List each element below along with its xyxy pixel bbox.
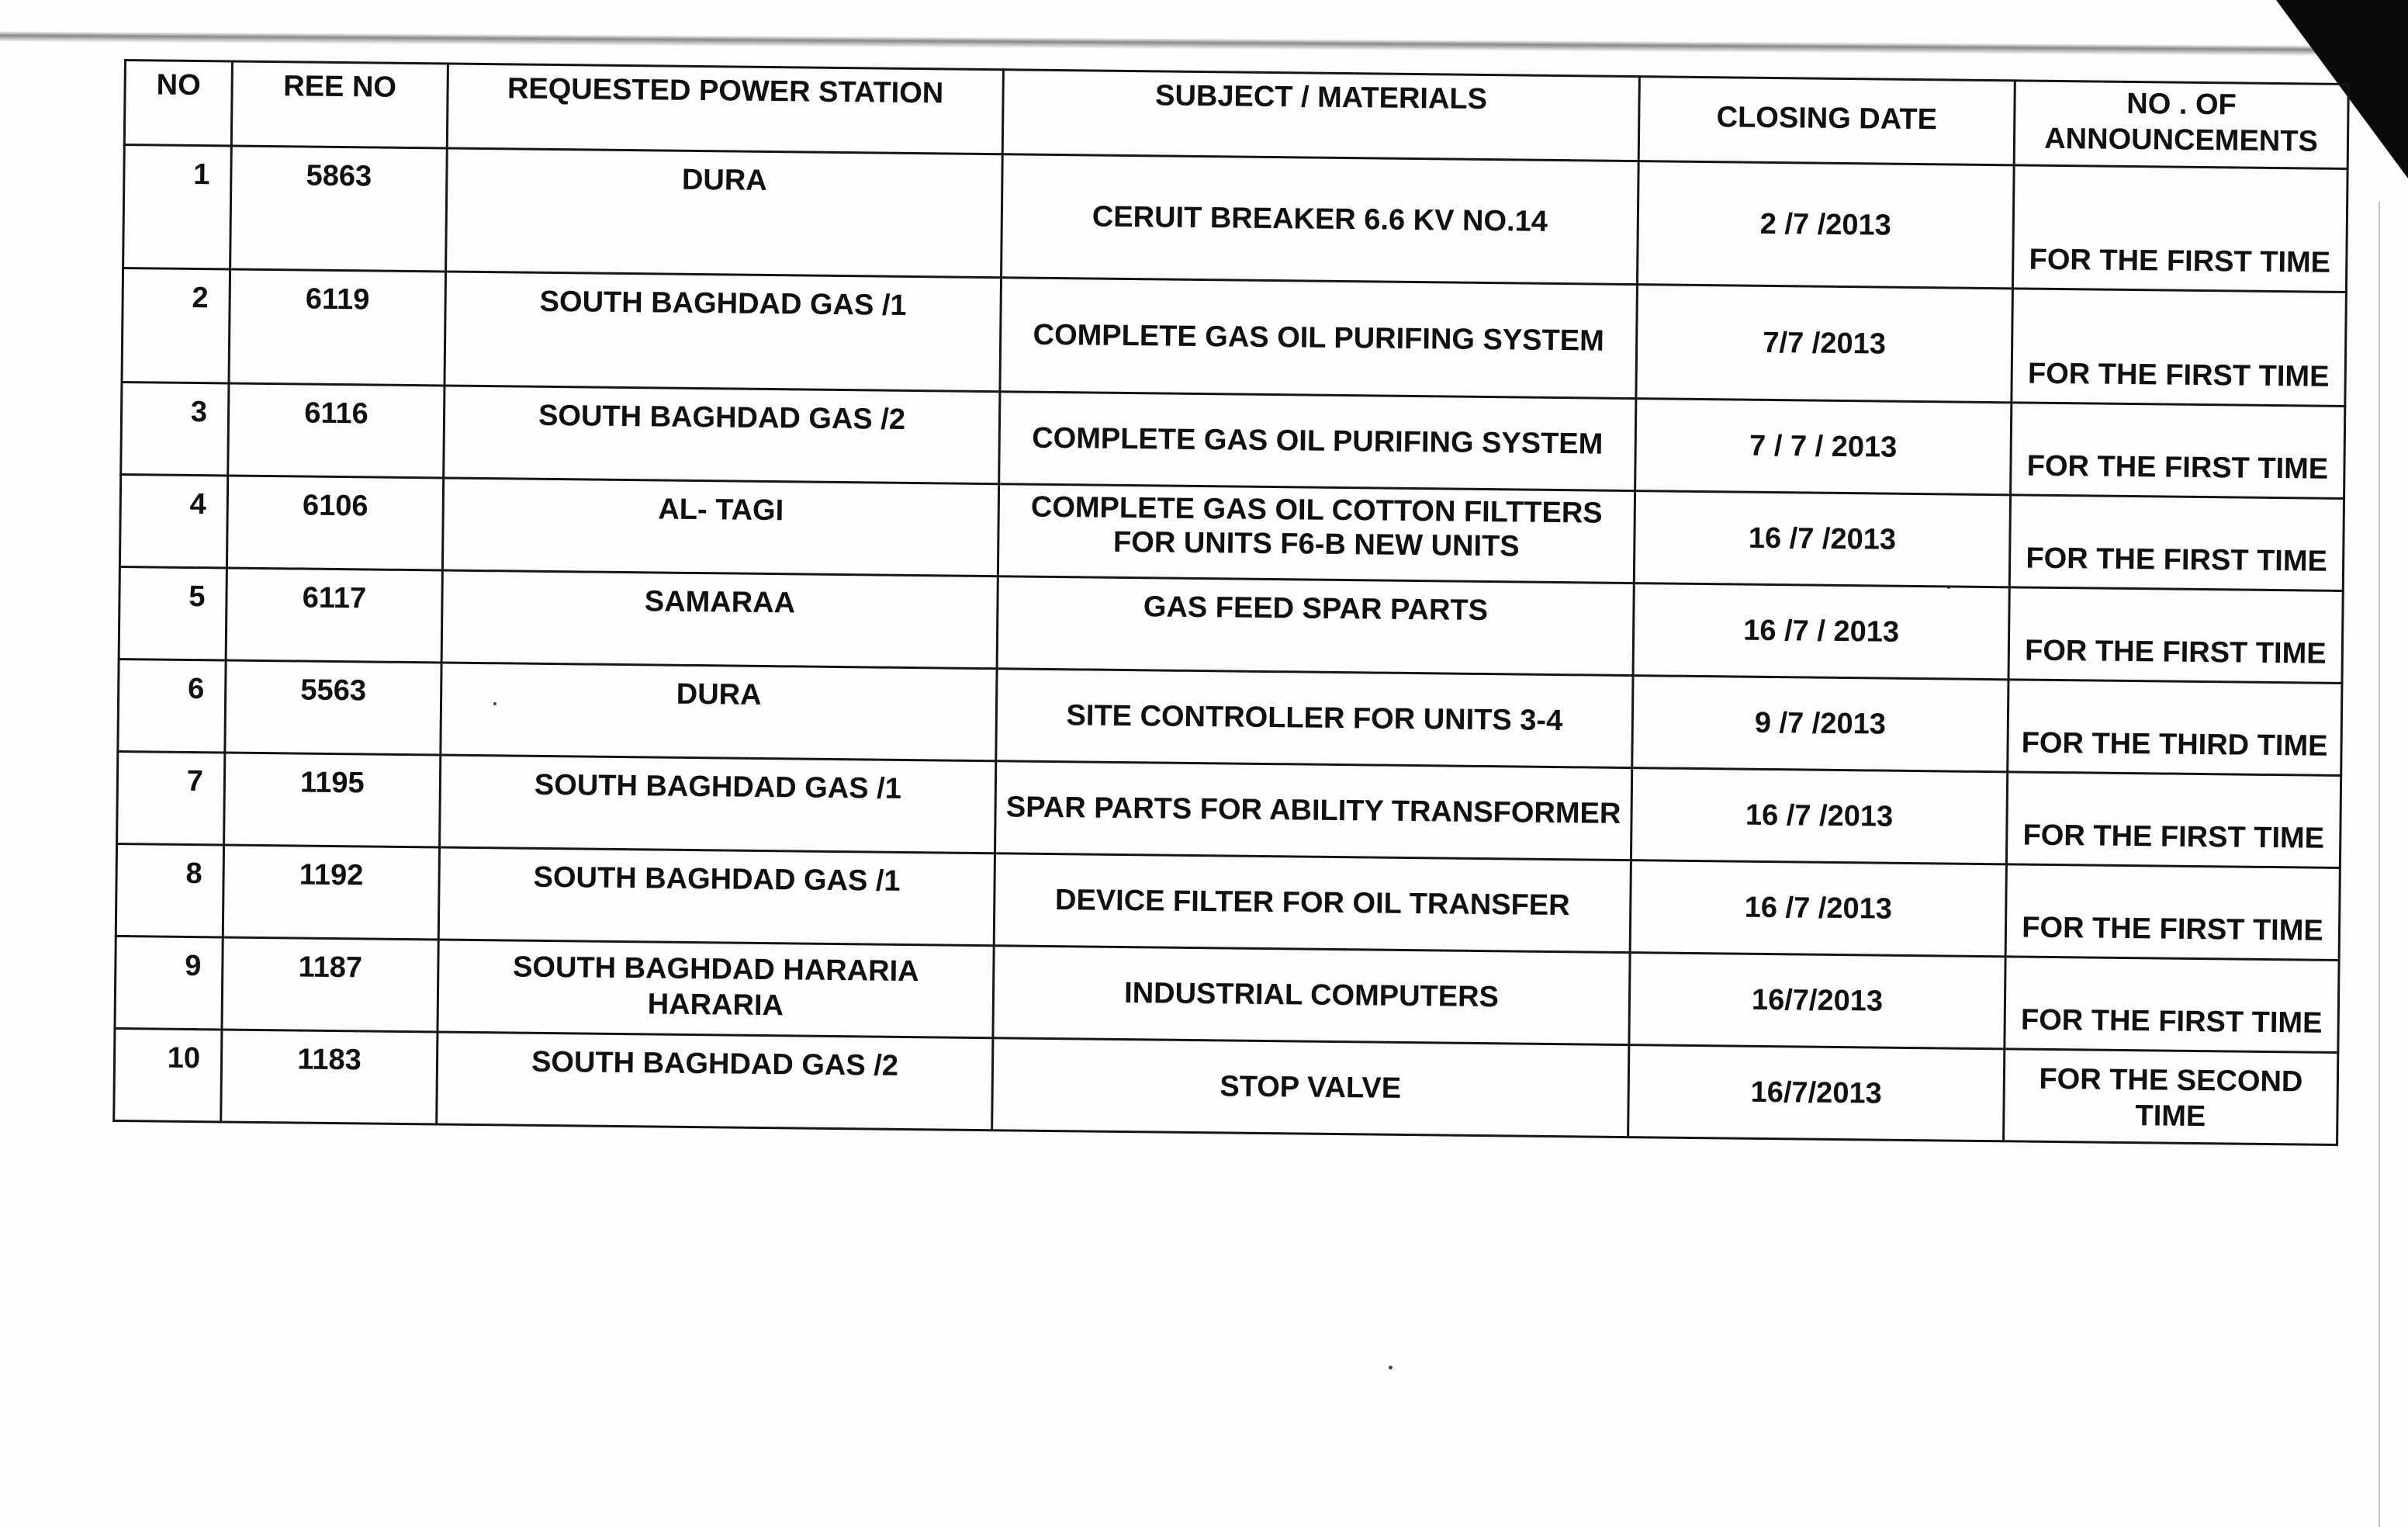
header-station: REQUESTED POWER STATION: [447, 64, 1003, 154]
cell-announcements: FOR THE FIRST TIME: [2005, 864, 2340, 961]
header-announcements: NO . OF ANNOUNCEMENTS: [2014, 81, 2348, 169]
announcement-table-container: [112, 59, 2347, 1146]
cell-announcements: FOR THE FIRST TIME: [2008, 587, 2343, 684]
cell-no: 2: [122, 268, 230, 383]
scan-speck: [1389, 1366, 1393, 1369]
table-row: [123, 145, 2348, 293]
cell-ref-no: 1192: [223, 845, 439, 940]
cell-no: 6: [118, 659, 226, 752]
cell-no: 5: [119, 566, 227, 660]
cell-closing-date: 2 /7 /2013: [1637, 161, 2014, 289]
cell-closing-date: 16/7/2013: [1629, 953, 2005, 1049]
header-ref-no: REE NO: [231, 61, 448, 148]
cell-announcements: FOR THE FIRST TIME: [2009, 495, 2344, 591]
cell-ref-no: 6119: [229, 269, 446, 386]
cell-subject: COMPLETE GAS OIL PURIFING SYSTEM: [999, 392, 1636, 491]
cell-announcements: FOR THE FIRST TIME: [2005, 957, 2339, 1053]
cell-station: SOUTH BAGHDAD HARARIA HARARIA: [438, 940, 994, 1038]
cell-no: 1: [123, 145, 232, 269]
cell-ref-no: 5863: [230, 146, 448, 272]
scan-shadow-top: [0, 31, 2408, 57]
cell-closing-date: 16 /7 /2013: [1634, 491, 2010, 587]
cell-announcements: FOR THE FIRST TIME: [2006, 772, 2341, 868]
cell-station: SOUTH BAGHDAD GAS /2: [437, 1032, 993, 1131]
cell-ref-no: 1195: [224, 753, 441, 847]
cell-station: DURA: [446, 148, 1003, 278]
cell-closing-date: 16 /7 /2013: [1631, 768, 2007, 864]
cell-closing-date: 16 /7 /2013: [1630, 860, 2006, 957]
cell-subject: SITE CONTROLLER FOR UNITS 3-4: [996, 669, 1633, 768]
cell-no: 4: [119, 474, 227, 567]
cell-station: SOUTH BAGHDAD GAS /2: [444, 386, 1000, 484]
cell-announcements: FOR THE FIRST TIME: [2011, 403, 2345, 499]
cell-subject: INDUSTRIAL COMPUTERS: [993, 946, 1630, 1045]
cell-station: SAMARAA: [441, 570, 998, 669]
header-closing-date: CLOSING DATE: [1638, 77, 2015, 165]
cell-announcements: FOR THE SECOND TIME: [2004, 1049, 2338, 1145]
cell-closing-date: 7/7 /2013: [1636, 285, 2013, 403]
cell-ref-no: 1183: [221, 1030, 438, 1124]
cell-ref-no: 1187: [222, 937, 438, 1032]
cell-announcements: FOR THE THIRD TIME: [2008, 680, 2342, 776]
cell-no: 8: [116, 843, 223, 937]
cell-station: AL- TAGI: [442, 478, 998, 577]
cell-no: 10: [114, 1028, 222, 1121]
cell-ref-no: 6117: [226, 568, 442, 663]
cell-subject: SPAR PARTS FOR ABILITY TRANSFORMER: [995, 761, 1631, 860]
cell-station: SOUTH BAGHDAD GAS /1: [440, 755, 996, 854]
cell-station: SOUTH BAGHDAD GAS /1: [438, 847, 995, 946]
header-no: NO: [124, 61, 232, 146]
cell-subject: GAS FEED SPAR PARTS: [997, 577, 1634, 676]
cell-announcements: FOR THE FIRST TIME: [2012, 289, 2347, 407]
cell-no: 9: [115, 936, 223, 1029]
cell-no: 3: [121, 382, 229, 475]
cell-subject: COMPLETE GAS OIL COTTON FILTTERS FOR UNITS F6-B NEW UNITS: [998, 484, 1635, 583]
cell-no: 7: [117, 751, 225, 844]
cell-closing-date: 16/7/2013: [1628, 1045, 2005, 1141]
cell-subject: STOP VALVE: [992, 1038, 1629, 1137]
cell-subject: COMPLETE GAS OIL PURIFING SYSTEM: [1000, 278, 1638, 399]
cell-ref-no: 5563: [225, 660, 441, 755]
cell-station: SOUTH BAGHDAD GAS /1: [445, 272, 1002, 392]
cell-closing-date: 7 / 7 / 2013: [1635, 399, 2012, 495]
cell-subject: CERUIT BREAKER 6.6 KV NO.14: [1002, 154, 1639, 285]
cell-ref-no: 6116: [228, 383, 445, 478]
cell-ref-no: 6106: [227, 476, 443, 570]
announcement-table: [112, 59, 2350, 1146]
header-subject: SUBJECT / MATERIALS: [1002, 70, 1639, 161]
cell-closing-date: 16 /7 / 2013: [1633, 583, 2009, 680]
scan-page-edge: [2379, 202, 2380, 1527]
cell-station: DURA: [441, 663, 997, 761]
cell-subject: DEVICE FILTER FOR OIL TRANSFER: [994, 854, 1631, 953]
cell-announcements: FOR THE FIRST TIME: [2012, 165, 2347, 293]
cell-closing-date: 9 /7 /2013: [1632, 676, 2008, 772]
